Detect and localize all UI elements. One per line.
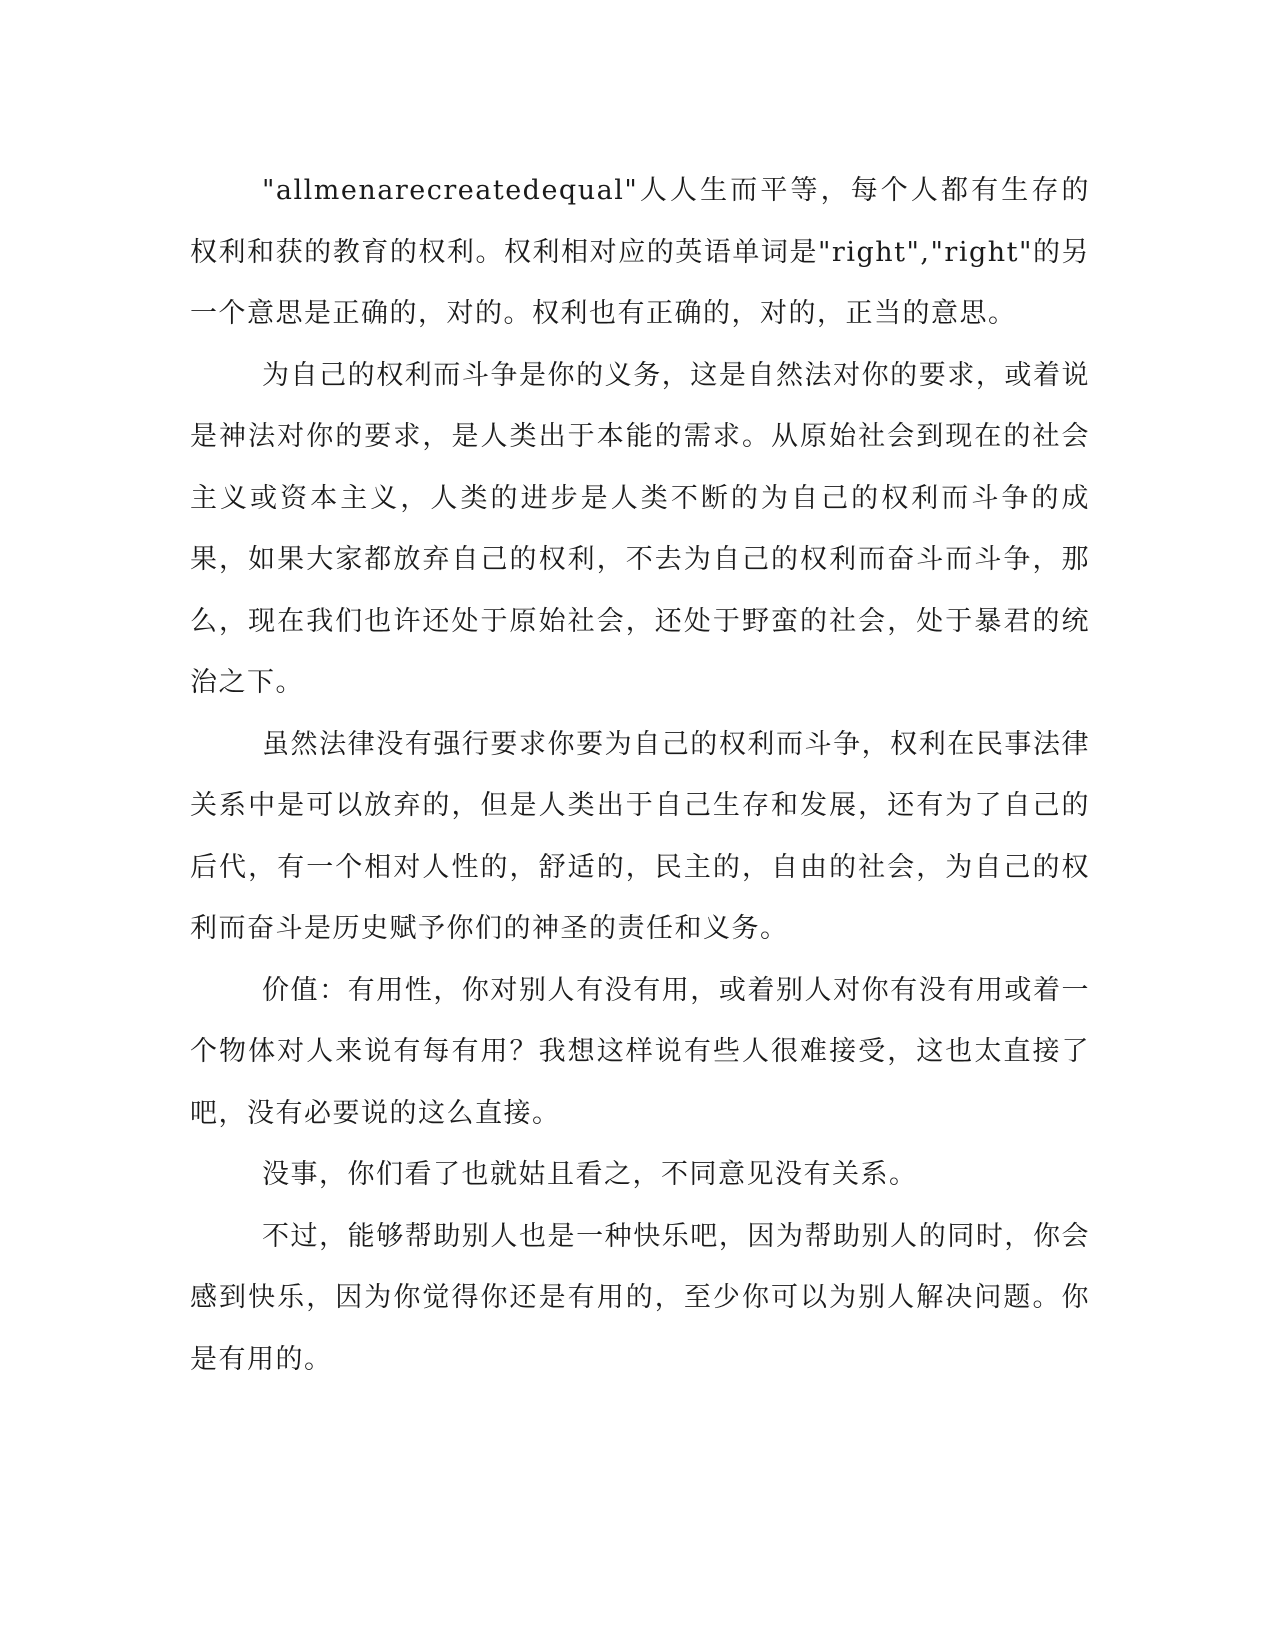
paragraph-law-and-duty: 虽然法律没有强行要求你要为自己的权利而斗争，权利在民事法律关系中是可以放弃的，但是人类出于自己生存和发展，还有为了自己的后代，有一个相对人性的，舒适的，民主的，自由的社会，为自己的权利而奋斗是历史赋予你们的神圣的责任和义务。 — [190, 728, 1090, 944]
paragraph-equality: "allmenarecreatedequal"人人生而平等，每个人都有生存的权利和获的教育的权利。权利相对应的英语单词是"right","right"的另一个意思是正确的，对的。权利也有正确的，对的，正当的意思。 — [190, 175, 1090, 329]
document-body — [190, 160, 1090, 1390]
paragraph-struggle-for-rights: 为自己的权利而斗争是你的义务，这是自然法对你的要求，或着说是神法对你的要求，是人类出于本能的需求。从原始社会到现在的社会主义或资本主义，人类的进步是人类不断的为自己的权利而斗争的成果，如果大家都放弃自己的权利，不去为自己的权利而奋斗而斗争，那么，现在我们也许还处于原始社会，还处于野蛮的社会，处于暴君的统治之下。 — [190, 359, 1090, 698]
paragraph-helping-others: 不过，能够帮助别人也是一种快乐吧，因为帮助别人的同时，你会感到快乐，因为你觉得你还是有用的，至少你可以为别人解决问题。你是有用的。 — [190, 1220, 1090, 1375]
paragraph-no-matter: 没事，你们看了也就姑且看之，不同意见没有关系。 — [262, 1159, 918, 1190]
paragraph-value: 价值：有用性，你对别人有没有用，或着别人对你有没有用或着一个物体对人来说有每有用？我想这样说有些人很难接受，这也太直接了吧，没有必要说的这么直接。 — [190, 974, 1090, 1129]
